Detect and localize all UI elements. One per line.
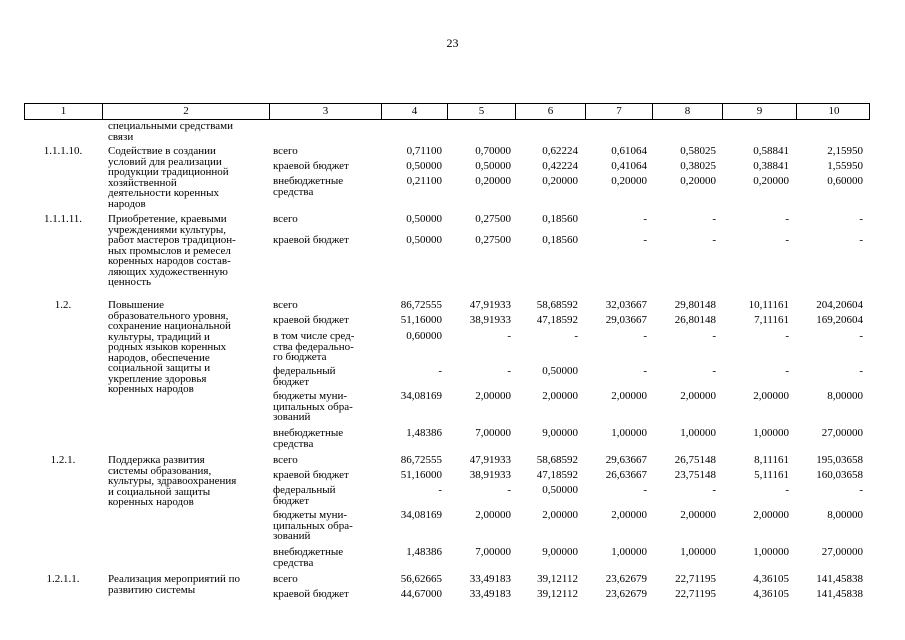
value-cell: 2,00000: [611, 390, 647, 402]
value-cell: 9,00000: [542, 546, 578, 558]
row-code: 1.1.1.10.: [43, 145, 83, 157]
row-code: 1.2.1.1.: [46, 573, 80, 585]
value-cell: 1,00000: [680, 546, 716, 558]
funding-source: всего: [273, 213, 298, 225]
row-code: 1.1.1.11.: [43, 213, 83, 225]
value-cell: 5,11161: [754, 469, 789, 481]
row-name: Повышение образовательного уровня, сохранение национальной культуры, традиций и родных языков коренных народов, обеспечение социальной защиты и укрепление здоровья коренных народов: [108, 299, 231, 395]
funding-source: краевой бюджет: [273, 588, 349, 600]
value-cell: 29,03667: [605, 314, 647, 326]
value-cell: 39,12112: [537, 573, 578, 585]
table-header: [24, 103, 870, 120]
value-cell: 47,91933: [469, 454, 511, 466]
value-cell: 29,80148: [674, 299, 716, 311]
value-cell: 33,49183: [469, 588, 511, 600]
funding-source: внебюджетные средства: [273, 175, 344, 198]
value-cell: 1,00000: [611, 427, 647, 439]
row-code: 1.2.: [54, 299, 72, 311]
value-cell: 39,12112: [537, 588, 578, 600]
value-cell: 0,62224: [542, 145, 578, 157]
value-cell: 7,00000: [475, 427, 511, 439]
value-cell: 0,50000: [406, 234, 442, 246]
header-col-10: 10: [828, 105, 840, 117]
value-cell: 2,00000: [542, 509, 578, 521]
value-cell: -: [859, 365, 863, 377]
value-cell: 33,49183: [469, 573, 511, 585]
value-cell: -: [643, 234, 647, 246]
value-cell: 0,21100: [406, 175, 442, 187]
funding-source: бюджеты муни- ципальных обра- зований: [273, 509, 353, 542]
value-cell: 38,91933: [469, 314, 511, 326]
header-col-9: 9: [723, 104, 797, 119]
value-cell: 27,00000: [821, 546, 863, 558]
value-cell: -: [712, 213, 716, 225]
value-cell: 0,18560: [542, 234, 578, 246]
value-cell: 29,63667: [605, 454, 647, 466]
value-cell: 2,00000: [680, 390, 716, 402]
value-cell: 1,00000: [753, 427, 789, 439]
header-col-1: 1: [25, 104, 103, 119]
value-cell: 195,03658: [816, 454, 863, 466]
value-cell: 23,75148: [674, 469, 716, 481]
header-col-6: 6: [516, 104, 586, 119]
value-cell: 58,68592: [536, 299, 578, 311]
value-cell: 7,11161: [754, 314, 789, 326]
value-cell: 0,42224: [542, 160, 578, 172]
value-cell: 0,60000: [827, 175, 863, 187]
value-cell: 23,62679: [605, 573, 647, 585]
header-col-2: 2: [103, 104, 270, 119]
header-col-5: 5: [448, 104, 516, 119]
value-cell: 22,71195: [675, 573, 716, 585]
value-cell: 4,36105: [753, 573, 789, 585]
value-cell: 56,62665: [400, 573, 442, 585]
value-cell: 34,08169: [400, 390, 442, 402]
value-cell: 51,16000: [400, 469, 442, 481]
funding-source: краевой бюджет: [273, 314, 349, 326]
row-code: 1.2.1.: [50, 454, 76, 466]
header-col-4: 4: [382, 104, 448, 119]
funding-source: внебюджетные средства: [273, 427, 344, 450]
value-cell: 47,91933: [469, 299, 511, 311]
value-cell: 51,16000: [400, 314, 442, 326]
value-cell: -: [785, 365, 789, 377]
funding-source: краевой бюджет: [273, 234, 349, 246]
value-cell: 0,20000: [611, 175, 647, 187]
value-cell: 0,20000: [475, 175, 511, 187]
value-cell: 1,48386: [406, 427, 442, 439]
value-cell: 0,58025: [680, 145, 716, 157]
value-cell: 0,50000: [406, 160, 442, 172]
funding-source: в том числе сред- ства федерально- го бюджета: [273, 330, 355, 363]
value-cell: 2,00000: [753, 509, 789, 521]
value-cell: 86,72555: [400, 299, 442, 311]
value-cell: -: [785, 484, 789, 496]
value-cell: 160,03658: [816, 469, 863, 481]
value-cell: -: [859, 234, 863, 246]
value-cell: -: [507, 330, 511, 342]
value-cell: 2,00000: [611, 509, 647, 521]
page-number: 23: [446, 36, 459, 50]
value-cell: -: [643, 365, 647, 377]
header-col-8: 8: [653, 104, 723, 119]
value-cell: -: [712, 330, 716, 342]
value-cell: 22,71195: [675, 588, 716, 600]
value-cell: 2,15950: [827, 145, 863, 157]
header-col-3: 3: [270, 104, 382, 119]
value-cell: 44,67000: [400, 588, 442, 600]
value-cell: 0,70000: [475, 145, 511, 157]
value-cell: -: [859, 213, 863, 225]
value-cell: 47,18592: [536, 314, 578, 326]
value-cell: 141,45838: [816, 588, 863, 600]
value-cell: 0,60000: [406, 330, 442, 342]
value-cell: 0,71100: [406, 145, 442, 157]
value-cell: 2,00000: [753, 390, 789, 402]
value-cell: 1,55950: [827, 160, 863, 172]
value-cell: -: [643, 484, 647, 496]
row-name: Поддержка развития системы образования, культуры, здравоохранения и социальной защиты коренных народов: [108, 454, 237, 508]
value-cell: -: [712, 365, 716, 377]
header-col-7: 7: [586, 104, 653, 119]
value-cell: 8,00000: [827, 509, 863, 521]
value-cell: -: [574, 330, 578, 342]
value-cell: 23,62679: [605, 588, 647, 600]
row-name: Реализация мероприятий по развитию системы: [108, 573, 241, 596]
value-cell: 47,18592: [536, 469, 578, 481]
value-cell: -: [507, 365, 511, 377]
value-cell: 4,36105: [753, 588, 789, 600]
value-cell: 9,00000: [542, 427, 578, 439]
value-cell: 0,50000: [475, 160, 511, 172]
value-cell: 8,11161: [754, 454, 789, 466]
value-cell: 204,20604: [816, 299, 863, 311]
value-cell: 10,11161: [748, 299, 789, 311]
value-cell: 2,00000: [475, 390, 511, 402]
funding-source: всего: [273, 454, 298, 466]
value-cell: 86,72555: [400, 454, 442, 466]
value-cell: 38,91933: [469, 469, 511, 481]
value-cell: 58,68592: [536, 454, 578, 466]
value-cell: 0,27500: [475, 234, 511, 246]
value-cell: -: [643, 213, 647, 225]
value-cell: 0,38841: [753, 160, 789, 172]
value-cell: -: [438, 365, 442, 377]
value-cell: 26,75148: [674, 454, 716, 466]
row-name: специальными средствами связи: [108, 120, 233, 143]
funding-source: краевой бюджет: [273, 469, 349, 481]
funding-source: краевой бюджет: [273, 160, 349, 172]
value-cell: 1,00000: [680, 427, 716, 439]
value-cell: 34,08169: [400, 509, 442, 521]
value-cell: 0,50000: [406, 213, 442, 225]
value-cell: 2,00000: [542, 390, 578, 402]
value-cell: 0,58841: [753, 145, 789, 157]
funding-source: внебюджетные средства: [273, 546, 344, 569]
value-cell: -: [859, 330, 863, 342]
value-cell: 0,61064: [611, 145, 647, 157]
value-cell: -: [712, 234, 716, 246]
funding-source: всего: [273, 145, 298, 157]
value-cell: 0,18560: [542, 213, 578, 225]
value-cell: -: [507, 484, 511, 496]
value-cell: 0,38025: [680, 160, 716, 172]
value-cell: 32,03667: [605, 299, 647, 311]
row-name: Приобретение, краевыми учреждениями культуры, работ мастеров традицион- ных промыслов и ремесел коренных народов состав- ляющих художественную ценность: [108, 213, 236, 288]
funding-source: всего: [273, 299, 298, 311]
value-cell: 7,00000: [475, 546, 511, 558]
value-cell: 2,00000: [680, 509, 716, 521]
value-cell: 0,50000: [542, 365, 578, 377]
value-cell: 26,63667: [605, 469, 647, 481]
value-cell: 0,41064: [611, 160, 647, 172]
row-name: Содействие в создании условий для реализации продукции традиционной хозяйственной деятельности коренных народов: [108, 145, 229, 210]
value-cell: 0,20000: [542, 175, 578, 187]
funding-source: всего: [273, 573, 298, 585]
value-cell: -: [643, 330, 647, 342]
value-cell: 26,80148: [674, 314, 716, 326]
value-cell: -: [712, 484, 716, 496]
value-cell: 0,50000: [542, 484, 578, 496]
value-cell: -: [438, 484, 442, 496]
value-cell: -: [785, 213, 789, 225]
value-cell: 2,00000: [475, 509, 511, 521]
value-cell: 169,20604: [816, 314, 863, 326]
funding-source: бюджеты муни- ципальных обра- зований: [273, 390, 353, 423]
value-cell: 0,20000: [753, 175, 789, 187]
value-cell: 1,00000: [753, 546, 789, 558]
value-cell: 141,45838: [816, 573, 863, 585]
value-cell: 27,00000: [821, 427, 863, 439]
value-cell: 1,00000: [611, 546, 647, 558]
value-cell: -: [785, 330, 789, 342]
value-cell: -: [859, 484, 863, 496]
value-cell: -: [785, 234, 789, 246]
value-cell: 1,48386: [406, 546, 442, 558]
funding-source: федеральный бюджет: [273, 484, 336, 507]
funding-source: федеральный бюджет: [273, 365, 336, 388]
value-cell: 8,00000: [827, 390, 863, 402]
value-cell: 0,20000: [680, 175, 716, 187]
value-cell: 0,27500: [475, 213, 511, 225]
